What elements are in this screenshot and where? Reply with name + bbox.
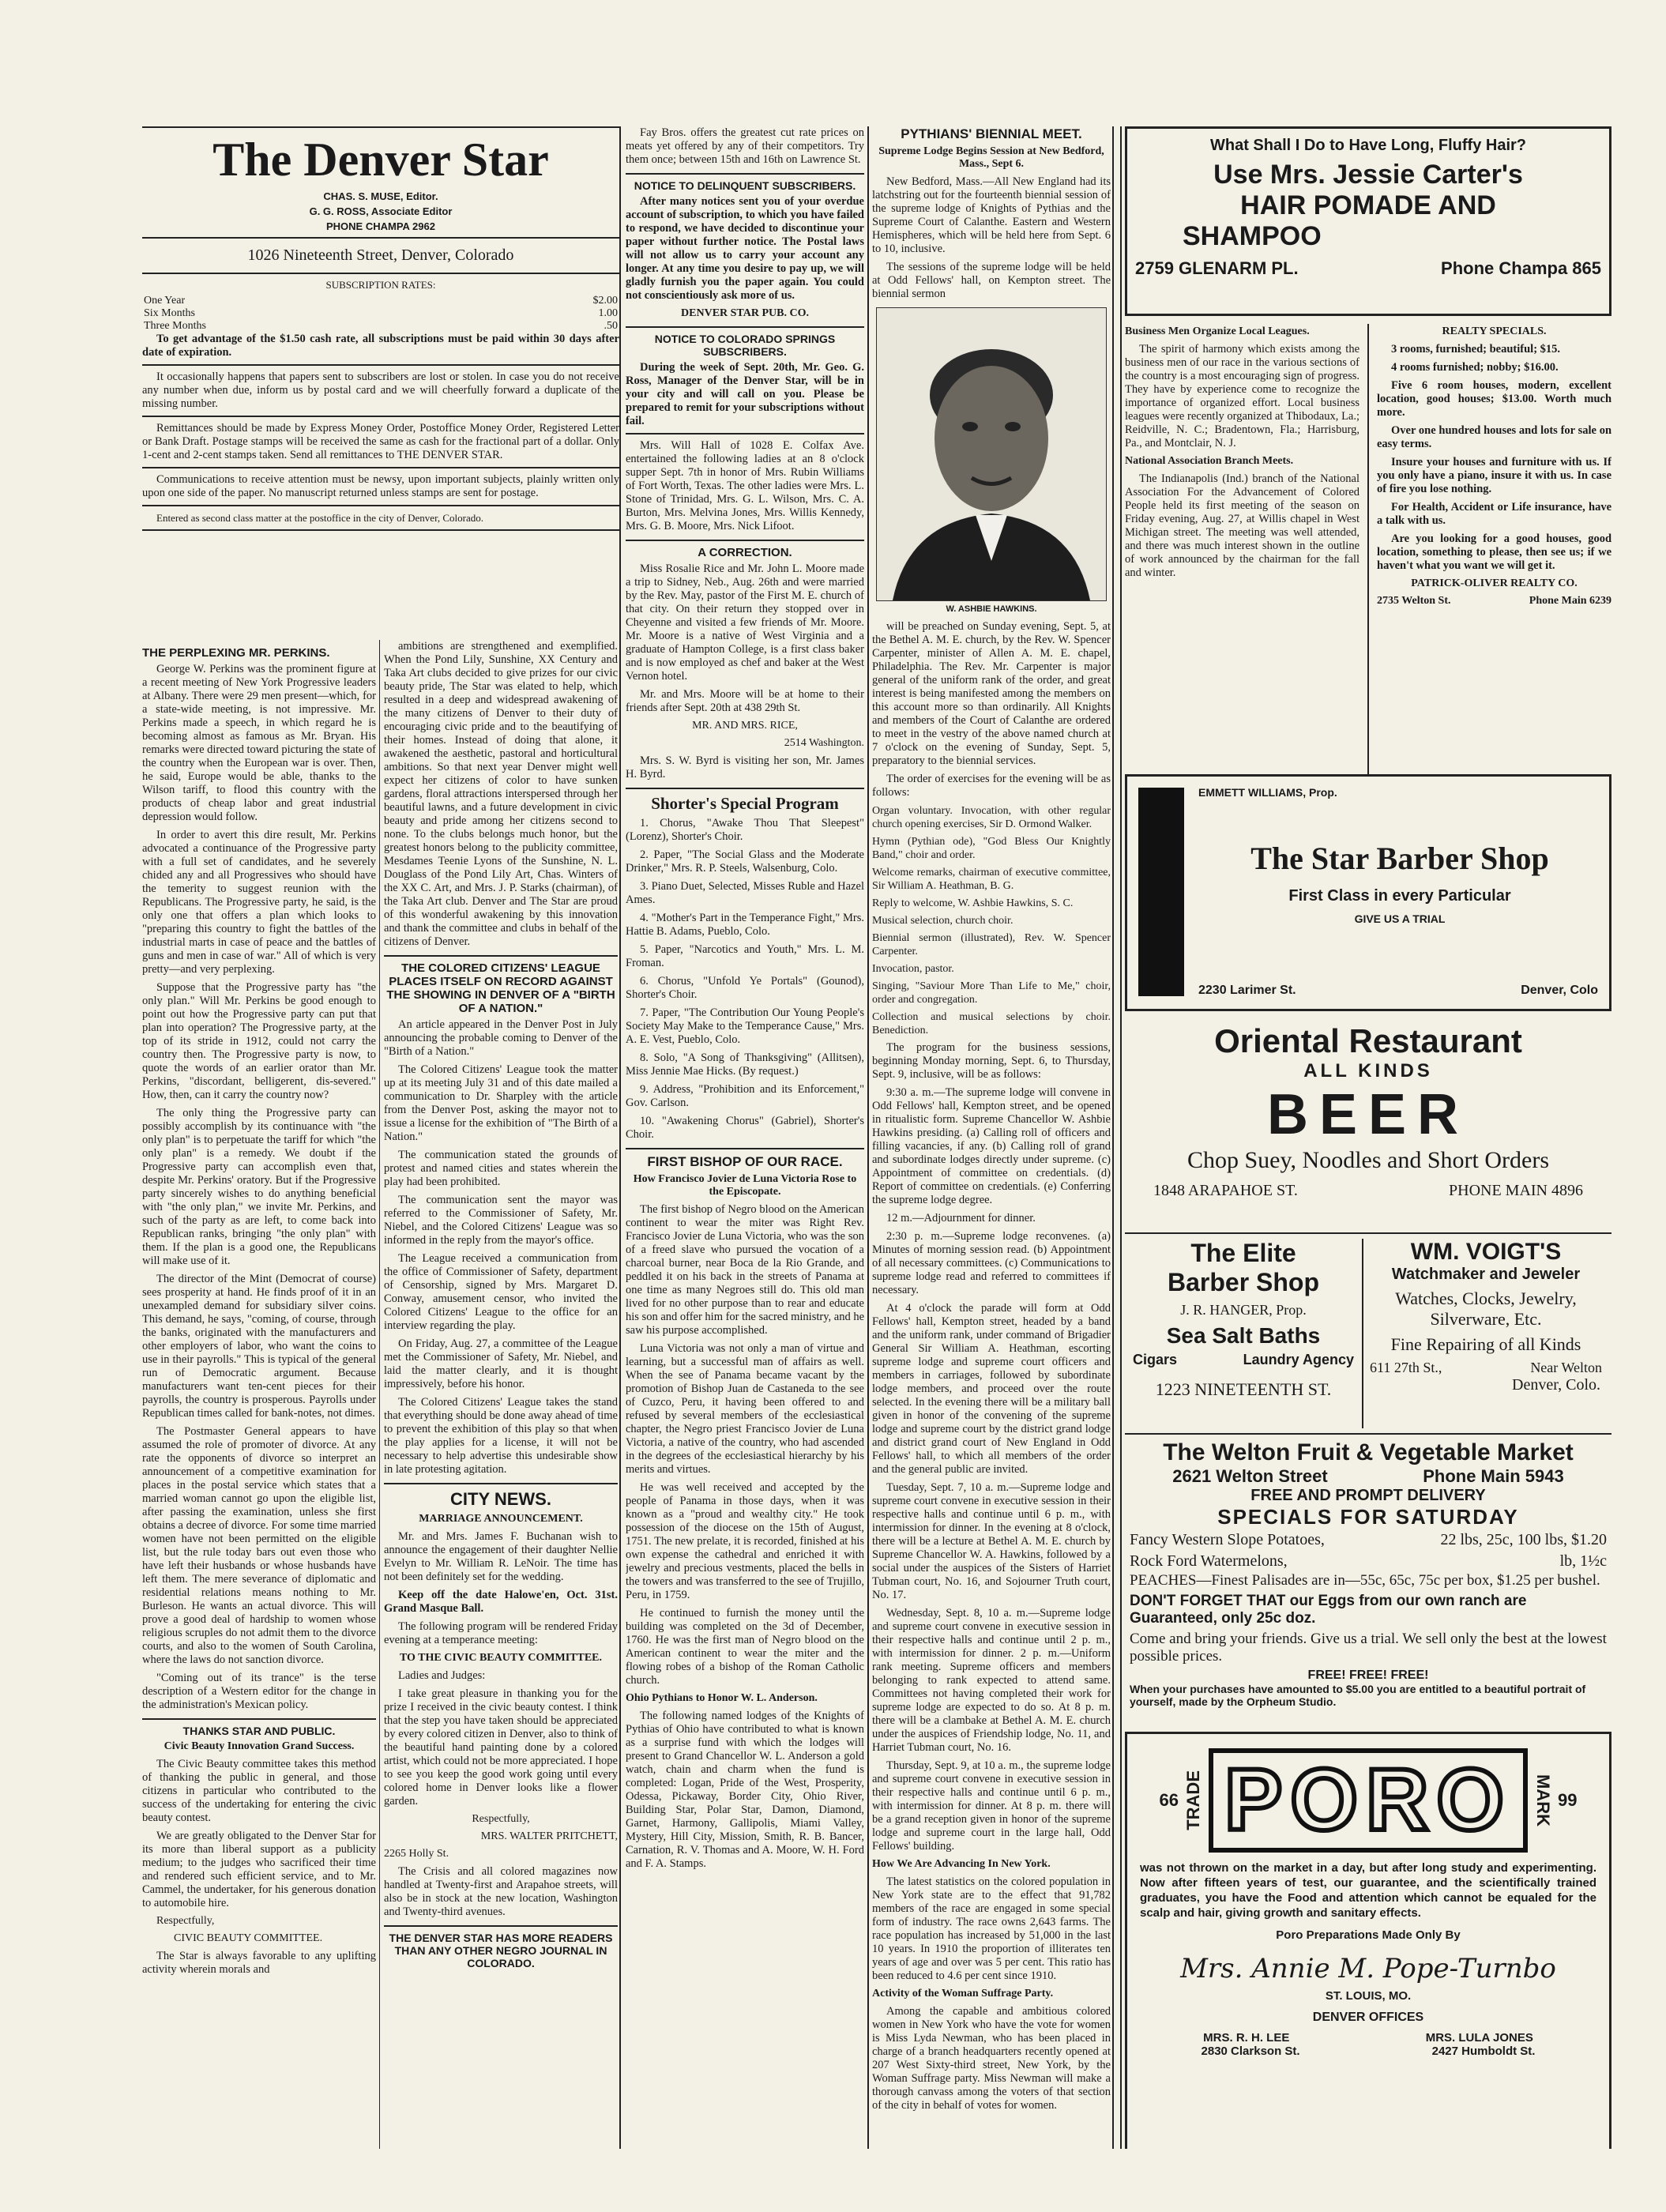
masthead-rule	[142, 364, 619, 366]
nab-subhead: National Association Branch Meets.	[1125, 455, 1294, 467]
carter-question: What Shall I Do to Have Long, Fluffy Hair?	[1209, 137, 1526, 154]
column-1	[142, 640, 376, 2149]
column-3	[626, 126, 864, 2149]
column-rule	[619, 126, 621, 2149]
marriage-subhead: MARRIAGE ANNOUNCEMENT.	[419, 1513, 583, 1525]
realty-line: Five 6 room houses, modern, excellent location, good houses; $13.00. Worth much more.	[1377, 379, 1611, 419]
exercise-item: Reply to welcome, W. Ashbie Hawkins, S. C.	[872, 897, 1074, 909]
barber-city: Denver, Colo	[1521, 984, 1598, 997]
signature: Respectfully,	[156, 1915, 215, 1927]
oriental-phone: PHONE MAIN 4896	[1449, 1182, 1583, 1199]
price-value: lb, 1½c	[1559, 1552, 1607, 1570]
article-paragraph: George W. Perkins was the prominent figure at a recent meeting of New York Progressive leaders at Albany. There were 29 men present—which, for a state-wide meeting, is not impressive. Mr. Perkins made a speech, in which regard he is becoming almost as famous as Mr. Bryan. His remarks were directed toward picturing the state of the country when the European war is over. Then, he said, Europe would be able, thanks to the Wilson tariff, to flood this country with the products of cheap labor and great industrial depression would follow.	[142, 663, 376, 823]
paper-title: The Denver Star	[212, 134, 549, 186]
masthead-rule	[142, 467, 619, 468]
oriental-name: Oriental Restaurant	[1214, 1022, 1522, 1059]
delinquent-headline: NOTICE TO DELINQUENT SUBSCRIBERS.	[626, 173, 864, 192]
exercise-item: Collection and musical selections by choir. Benediction.	[872, 1011, 1111, 1036]
signature: Respectfully,	[472, 1813, 530, 1825]
signature: DENVER STAR PUB. CO.	[681, 307, 809, 319]
article-paragraph: Mr. and Mrs. Moore will be at home to their friends after Sept. 20th at 438 29th St.	[626, 688, 864, 714]
poro-text: was not thrown on the market in a day, but after long study and experimenting. Now after fifteen years of test, our guarantee, and the scientifically trained graduates, you have the Food and attention which cannot be equaled for the scalp and hair, giving growth and sanitary effects.	[1140, 1861, 1596, 1920]
rule	[626, 433, 864, 434]
program-item: 4. "Mother's Part in the Temperance Fight," Mrs. Hattie B. Adams, Pueblo, Colo.	[626, 912, 864, 938]
program-item: 7. Paper, "The Contribution Our Young People's Society May Make to the Temperance Cause," Mrs. A. E. Vest, Pueblo, Colo.	[626, 1006, 864, 1046]
barber-line: First Class in every Particular	[1288, 887, 1511, 905]
poro-city: ST. LOUIS, MO.	[1325, 1989, 1412, 2003]
exercise-item: Hymn (Pythian ode), "God Bless Our Knightly Band," choir and order.	[872, 836, 1111, 861]
welton-eggs: DON'T FORGET THAT our Eggs from our own ranch are Guaranteed, only 25c doz.	[1130, 1593, 1527, 1627]
league-headline: THE COLORED CITIZENS' LEAGUE PLACES ITSELF ON RECORD AGAINST THE SHOWING IN DENVER OF A "BIRTH OF A NATION."	[384, 955, 618, 1015]
barber-line: GIVE US A TRIAL	[1354, 912, 1446, 925]
voigt-line: Watchmaker and Jeweler	[1391, 1266, 1581, 1283]
article-paragraph: The communication stated the grounds of protest and named cities and states wherein the play had been prohibited.	[384, 1149, 618, 1188]
program-item: 1. Chorus, "Awake Thou That Sleepest" (Lorenz), Shorter's Choir.	[626, 817, 864, 843]
portrait-illustration	[877, 308, 1106, 600]
masthead-rule	[142, 529, 619, 531]
ohio-subhead: Ohio Pythians to Honor W. L. Anderson.	[626, 1692, 818, 1704]
realty-line: Over one hundred houses and lots for sale on easy terms.	[1377, 424, 1611, 450]
notice-communications: Communications to receive attention must be newsy, upon important subjects, plainly written only upon one side of the paper. No manuscript returned unless stamps are sent for postage.	[142, 473, 619, 499]
masthead	[142, 126, 619, 640]
realty-footer	[1377, 595, 1611, 608]
article-paragraph: The following program will be rendered Friday evening at a temperance meeting:	[384, 1620, 618, 1646]
article-paragraph: We are greatly obligated to the Denver Star for its more than liberal support as a publicity medium; to the judges who sacrificed their time and rendered such efficient service, and to Mr. Cammel, the undertaker, for his generous donation to automobile hire.	[142, 1830, 376, 1909]
elite-address: 1223 NINETEENTH ST.	[1155, 1379, 1332, 1399]
rate-price: 1.00	[598, 307, 618, 319]
masthead-rule	[142, 126, 619, 128]
article-paragraph: Wednesday, Sept. 8, 10 a. m.—Supreme lodge and supreme court convene in executive session in their respective halls and continue until 2 p. m., with intermission for dinner. 2 p. m.—Uniform rank meeting. Supreme officers and members belonging to rank expected to attend same. Committees not having completed their work for supreme lodge are expected to do so. At 8 p. m. there will be a clambake at Bethel A. M. E. church under the auspices of Friendship lodge, No. 11, and Harriet Tubman court, No. 16.	[872, 1607, 1111, 1754]
column-rule	[867, 126, 869, 2149]
elite-laundry: Laundry Agency	[1243, 1352, 1354, 1367]
bishop-headline: FIRST BISHOP OF OUR RACE.	[626, 1148, 864, 1170]
voigt-ad	[1363, 1239, 1608, 1428]
article-paragraph: The latest statistics on the colored population in New York state are to the effect that 91,782 members of the race are engaged in some special form of industry. The race owns 2,643 farms. The race population has increased by 51,000 in the last 10 years. In 1910 the proportion of illiterates ten years of age and over was 5 per cent. This ratio has been reduced to 4.6 per cent since 1910.	[872, 1875, 1111, 1982]
thanks-headline: THANKS STAR AND PUBLIC.	[142, 1718, 376, 1737]
article-paragraph: The first bishop of Negro blood on the American continent to wear the miter was Right Rev. Francisco Jovier de Luna Victoria, who was the son of a freed slave who pursued the vocation of a charcoal burner, near Boca de la Rio Grande, and peddled it on his back in the streets of Panama at one time as many Negroes still do. This old man lived for no other purpose than to rear and educate his son and offer him for the sacred ministry, and he saw his purpose accomplished.	[626, 1203, 864, 1337]
masthead-rule	[142, 237, 619, 239]
price-item: Rock Ford Watermelons,	[1130, 1552, 1288, 1570]
article-paragraph: The League received a communication from the office of Commissioner of Safety, department of Censorship, signed by Mrs. Margaret D. Conway, amusement censor, who invited the Colored Citizens' League to the office for an interview regarding the play.	[384, 1252, 618, 1332]
program-item: 2. Paper, "The Social Glass and the Moderate Drinker," Mrs. R. P. Steels, Walsenburg, Colo.	[626, 848, 864, 875]
article-paragraph: Mrs. S. W. Byrd is visiting her son, Mr. James H. Byrd.	[626, 754, 864, 781]
correction-headline: A CORRECTION.	[626, 540, 864, 559]
oriental-ad	[1125, 1011, 1611, 1228]
carter-phone: Phone Champa 865	[1441, 258, 1601, 278]
program-item: 9. Address, "Prohibition and its Enforcement," Gov. Carlson.	[626, 1083, 864, 1109]
barber-address: 2230 Larimer St.	[1198, 984, 1296, 997]
article-paragraph: Fay Bros. offers the greatest cut rate prices on meats yet offered by any of their competitors. Try them once; between 15th and 16th on Lawrence St.	[626, 126, 864, 166]
voigt-footer	[1363, 1355, 1608, 1376]
voigt-city: Denver, Colo.	[1512, 1376, 1600, 1394]
signature: MRS. WALTER PRITCHETT,	[480, 1830, 618, 1842]
poro-office-lee: MRS. R. H. LEE	[1203, 2031, 1290, 2045]
editor-line: CHAS. S. MUSE, Editor.	[323, 190, 438, 202]
program-item: 10. "Awakening Chorus" (Gabriel), Shorter's Choir.	[626, 1115, 864, 1141]
barber-name: The Star Barber Shop	[1250, 841, 1549, 876]
price-row	[1125, 1551, 1611, 1572]
article-paragraph: The order of exercises for the evening will be as follows:	[872, 773, 1111, 799]
rule	[1125, 1232, 1611, 1234]
article-paragraph: The director of the Mint (Democrat of course) sees prosperity at hand. He finds proof of it in an unexampled demand for subsidiary silver coins. This demand, he says, "coming, of course, through the banks, originated with the manufacturers and other employers of labor, who want the coins to use in their payrolls." This is typical of the general run of Democratic argument. Because manufacturers want ten-cent pieces for their payrolls, the country is prosperous. Payrolls under Republican times called for bank-notes, not dimes.	[142, 1273, 376, 1420]
price-item: Fancy Western Slope Potatoes,	[1130, 1531, 1325, 1548]
associate-line: G. G. ROSS, Associate Editor	[309, 205, 453, 217]
rule	[1125, 1433, 1611, 1435]
rate-label: One Year	[144, 295, 186, 307]
article-paragraph: The Star is always favorable to any uplifting activity wherein morals and	[142, 1950, 376, 1976]
article-paragraph: The communication sent the mayor was referred to the Commissioner of Safety, Mr. Niebel, and the Colored Citizens' League was so informed in the reply from the mayor's office.	[384, 1194, 618, 1247]
springs-headline: NOTICE TO COLORADO SPRINGS SUBSCRIBERS.	[626, 326, 864, 358]
newspaper-page	[142, 126, 1611, 2180]
program-item: 3. Piano Duet, Selected, Misses Ruble and Hazel Ames.	[626, 880, 864, 906]
poro-trade: TRADE	[1183, 1770, 1204, 1830]
column-rule	[1367, 324, 1369, 774]
carter-line: Use Mrs. Jessie Carter's	[1213, 160, 1523, 190]
masthead-rule	[142, 505, 619, 506]
poro-office-lee-address: 2830 Clarkson St.	[1201, 2045, 1300, 2058]
poro-office-addresses	[1135, 2045, 1601, 2058]
business-news	[1125, 324, 1360, 774]
realty-address: 2735 Welton St.	[1377, 595, 1451, 607]
realty-company: PATRICK-OLIVER REALTY CO.	[1411, 577, 1578, 589]
price-row	[1125, 1529, 1611, 1551]
address-line: 1026 Nineteenth Street, Denver, Colorado	[247, 246, 514, 264]
star-barber-ad	[1125, 774, 1611, 1011]
article-paragraph: Mrs. Will Hall of 1028 E. Colfax Ave. entertained the following ladies at an 8 o'clock supper Sept. 7th in honor of Mrs. Rubin Williams of Fort Worth, Texas. The other ladies were Mrs. L. Stone of Trinidad, Mrs. G. L. Wilson, Mrs. C. A. Burton, Mrs. Melvina Jones, Mrs. Willis Kennedy, Mrs. G. B. Moore, Mrs. Nick Lifoot.	[626, 439, 864, 532]
rate-row	[142, 320, 619, 333]
poro-office-jones: MRS. LULA JONES	[1425, 2031, 1533, 2045]
welton-contact	[1125, 1466, 1611, 1487]
elite-baths: Sea Salt Baths	[1166, 1323, 1321, 1348]
poro-logo	[1135, 1748, 1601, 1853]
signature: 2265 Holly St.	[384, 1848, 449, 1860]
oriental-address: 1848 ARAPAHOE ST.	[1153, 1182, 1298, 1199]
column-4	[872, 126, 1111, 2149]
bishop-subhead: How Francisco Jovier de Luna Victoria Rose to the Episcopate.	[633, 1173, 857, 1198]
signature: MR. AND MRS. RICE,	[692, 720, 798, 732]
article-paragraph: The Civic Beauty committee takes this method of thanking the public in general, and those citizens in particular who contributed to the success of the undertaking for entering the civic beauty contest.	[142, 1758, 376, 1824]
column-2	[384, 640, 618, 2149]
elite-services	[1125, 1349, 1362, 1371]
program-item: 6. Chorus, "Unfold Ye Portals" (Gounod), Shorter's Choir.	[626, 975, 864, 1001]
carter-line: SHAMPOO	[1183, 221, 1322, 251]
portrait-image	[876, 307, 1107, 601]
pythian-headline: PYTHIANS' BIENNIAL MEET.	[901, 126, 1082, 141]
column-5-ads	[1125, 126, 1611, 2149]
poro-office-names	[1135, 2031, 1601, 2045]
article-paragraph: The Crisis and all colored magazines now handled at Twenty-first and Arapahoe streets, will also be in stock at the new location, Washington and Twenty-third avenues.	[384, 1865, 618, 1918]
article-paragraph: Tuesday, Sept. 7, 10 a. m.—Supreme lodge and supreme court convene in executive session in their respective halls and continue until 6 p. m., with intermission for dinner. In the evening at 8 o'clock, there will be a lecture at Bethel A. M. E. church by Supreme Chancellor W. A. Hawkins, followed by a social under the auspices of the Sisters of Harriet Tubman court, No. 16, and Sojourner Truth court, No. 17.	[872, 1481, 1111, 1601]
barber-pole-block	[1138, 788, 1184, 996]
welton-come: Come and bring your friends. Give us a trial. We sell only the best at the lowest possible prices.	[1130, 1631, 1607, 1665]
article-paragraph: Luna Victoria was not only a man of virtue and learning, but a successful man of affairs as well. When the see of Panama became vacant by the promotion of Bishop Juan de Castaneda to the see of Cuzco, Peru, it having been offered to and refused by several members of the ecclesiastical chapter, the Negro priest Francisco Jovier de Luna Victoria, a native of the country, who had ascended in the degrees of the ecclesiastical hierarchy by his merits and virtues.	[626, 1342, 864, 1476]
article-paragraph: The program for the business sessions, beginning Monday morning, Sept. 6, to Thursday, Sept. 9, inclusive, will be as follows:	[872, 1041, 1111, 1081]
article-paragraph: An article appeared in the Denver Post in July announcing the probable coming to Denver of the "Birth of a Nation."	[384, 1018, 618, 1058]
rate-label: Three Months	[144, 320, 206, 332]
masthead-rule	[142, 416, 619, 417]
welton-peaches: PEACHES—Finest Palisades are in—55c, 65c, 75c per box, $1.25 per bushel.	[1130, 1572, 1600, 1589]
poro-offices: DENVER OFFICES	[1312, 2011, 1424, 2024]
poro-wordmark: PORO	[1209, 1748, 1528, 1853]
exercise-item: Invocation, pastor.	[872, 963, 954, 975]
article-paragraph: "Coming out of its trance" is the terse description of a Western editor for the change in the administration's Mexican policy.	[142, 1672, 376, 1711]
portrait-caption: W. ASHBIE HAWKINS.	[946, 604, 1037, 614]
voigt-line: Watches, Clocks, Jewelry, Silverware, Etc.	[1395, 1288, 1577, 1329]
exercise-item: Organ voluntary. Invocation, with other regular church opening exercises, Sir D. Ormond Walker.	[872, 805, 1111, 830]
civic-subhead: TO THE CIVIC BEAUTY COMMITTEE.	[399, 1652, 603, 1664]
article-paragraph: The only thing the Progressive party can possibly accomplish by its continuance with "the only plan" is to perpetuate the tariff for which "the only plan" is a remedy. We doubt if the Progressive party can accomplish even that, despite Mr. Perkins' oratory. But if the Progressive party sincerely wishes to do anything beneficial with "the only plan," we invite Mr. Perkins, and such of the party as are left, to come back into Republican ranks, bringing "the only plan" with them. If the plan is a good one, the Republicans will make use of it.	[142, 1107, 376, 1267]
article-paragraph: 12 m.—Adjournment for dinner.	[886, 1212, 1036, 1224]
welton-offer: When your purchases have amounted to $5.00 you are entitled to a beautiful portrait of yourself, made by the Orpheum Studio.	[1130, 1683, 1586, 1708]
article-paragraph: New Bedford, Mass.—All New England had its latchstring out for the fourteenth biennial session of the supreme lodge of Knights of Pythias and the Supreme Court of Calanthe. Eastern and Western Hemispheres, which will be held here from Sept. 6 to 10, inclusive.	[872, 175, 1111, 255]
realty-phone: Phone Main 6239	[1529, 595, 1611, 607]
rates-note: To get advantage of the $1.50 cash rate, all subscriptions must be paid within 30 days after date of expiration.	[142, 333, 619, 359]
oriental-beer: BEER	[1266, 1083, 1470, 1146]
poro-signature: Mrs. Annie M. Pope-Turnbo	[1180, 1953, 1556, 1984]
notice-remittances: Remittances should be made by Express Money Order, Postoffice Money Order, Registered Letter or Bank Draft. Postage stamps will be received the same as cash for the fractional part of a dollar. Only 1-cent and 2-cent stamps taken. Send all remittances to THE DENVER STAR.	[142, 422, 619, 461]
article-paragraph: Suppose that the Progressive party has "the only plan." Will Mr. Perkins be good enough to point out how the Progressive party can put that plan into operation? The Progressive party, at the top of its stride in 1912, could not carry the country then. The Progressive party is now, to quote the words of an earlier orator than Mr. Perkins, "discordant, belligerent, dis-severed." How, then, can it carry the country now?	[142, 981, 376, 1101]
elite-proprietor: J. R. HANGER, Prop.	[1180, 1302, 1307, 1318]
elite-voigt-ads	[1125, 1239, 1611, 1428]
realty-ad	[1377, 324, 1611, 774]
elite-ad	[1125, 1239, 1362, 1428]
welton-specials: SPECIALS FOR SATURDAY	[1217, 1505, 1519, 1529]
carter-ad	[1125, 126, 1611, 316]
voigt-near: Near Welton	[1530, 1360, 1602, 1375]
poro-number: 66	[1159, 1790, 1179, 1810]
article-paragraph: Keep off the date Halowe'en, Oct. 31st. Grand Masque Ball.	[384, 1589, 618, 1615]
poro-mark: MARK	[1532, 1774, 1553, 1826]
article-paragraph: At 4 o'clock the parade will form at Odd Fellows' hall, Kempton street, headed by a band and the uniform rank, under command of Brigadier General Sir William A. Heathman, escorting supreme lodge and supreme court officers and members in carriages, followed by subordinate lodge members, and proceed over the route selected. In the evening there will be a military ball given in honor of the convening of the supreme lodge and supreme court by the district grand lodge and district grand court of New England in Odd Fellows' hall, to which all members of the order and the general public are invited.	[872, 1302, 1111, 1476]
suffrage-subhead: Activity of the Woman Suffrage Party.	[872, 1988, 1054, 1999]
signature: 2514 Washington.	[784, 737, 864, 749]
poro-office-jones-address: 2427 Humboldt St.	[1431, 2045, 1536, 2058]
article-paragraph: He was well received and accepted by the people of Panama in those days, when it was known as a "proud and wealthy city." He took possession of the diocese on the 15th of August, 1751. The new prelate, it is recorded, finished at his own expense the cathedral and enriched it with jewelry and precious vestments, placed the bells in the towers and was transferred to the see of Trujillo, Peru, in 1759.	[626, 1481, 864, 1601]
poro-made-by: Poro Preparations Made Only By	[1276, 1928, 1461, 1942]
welton-delivery: FREE AND PROMPT DELIVERY	[1250, 1487, 1486, 1504]
article-paragraph: The Colored Citizens' League takes the stand that everything should be done away ahead of time to prevent the exhibition of this play so that when the play applies for a license, it will not be necessary to help advertise this undesirable show in late protesting agitation.	[384, 1396, 618, 1476]
article-paragraph: Mr. and Mrs. James F. Buchanan wish to announce the engagement of their daughter Nellie Evelyn to Mr. William R. LeNoir. The time has not been definitely set for the wedding.	[384, 1530, 618, 1583]
rate-row	[142, 295, 619, 307]
column-rule	[379, 640, 380, 2149]
article-paragraph: The Indianapolis (Ind.) branch of the National Association For the Advancement of Colored People held its first meeting of the season on Friday evening, Aug. 27, at Willis chapel in West Michigan street. The meeting was well attended, and there was much interest shown in the outline of work announced by the chairman for the fall and winter.	[1125, 472, 1360, 579]
rates-title: SUBSCRIPTION RATES:	[325, 279, 436, 291]
welton-address: 2621 Welton Street	[1172, 1466, 1328, 1486]
ny-subhead: How We Are Advancing In New York.	[872, 1858, 1051, 1870]
rate-row	[142, 307, 619, 320]
program-item: 5. Paper, "Narcotics and Youth," Mrs. L. M. Froman.	[626, 943, 864, 969]
poro-ad	[1125, 1732, 1611, 2149]
carter-line: HAIR POMADE AND	[1240, 190, 1496, 220]
carter-address: 2759 GLENARM PL.	[1135, 258, 1299, 278]
article-paragraph: During the week of Sept. 20th, Mr. Geo. G. Ross, Manager of the Denver Star, will be in your city and will call on you. Please be prepared to remit for your subscriptions without fail.	[626, 361, 864, 427]
realty-line: Are you looking for a good houses, good location, something to please, then see us; if we haven't what you want we will get it.	[1377, 532, 1611, 572]
signature: CIVIC BEAUTY COMMITTEE.	[174, 1932, 323, 1944]
voigt-line: Fine Repairing of all Kinds	[1390, 1334, 1581, 1354]
thanks-subhead: Civic Beauty Innovation Grand Success.	[164, 1740, 355, 1752]
article-paragraph: Thursday, Sept. 9, at 10 a. m., the supreme lodge and supreme court convene in executive session in their respective halls and continue until 6 p. m., with intermission for dinner. At 8 p. m. there will be a grand reception given in honor of the supreme lodge and supreme court in the large hall, Odd Fellows' building.	[872, 1759, 1111, 1853]
oriental-line: Chop Suey, Noodles and Short Orders	[1187, 1147, 1549, 1173]
elite-cigars: Cigars	[1133, 1352, 1178, 1367]
article-paragraph: Ladies and Judges:	[398, 1669, 486, 1682]
poro-number: 99	[1557, 1790, 1578, 1810]
league-subhead: Business Men Organize Local Leagues.	[1125, 325, 1310, 337]
welton-phone: Phone Main 5943	[1423, 1466, 1564, 1486]
article-paragraph: After many notices sent you of your overdue account of subscription, to which you have failed to respond, we have decided to discontinue your paper without further notice. The Postal laws will not allow us to carry your account any longer. At any time you desire to pay up, we will gladly furnish you the paper again. You could not conscientiously ask more of us.	[626, 195, 864, 302]
carter-footer	[1135, 258, 1601, 279]
article-paragraph: Among the capable and ambitious colored women in New York who have the vote for women is Miss Lyda Newman, who has been placed in charge of a branch headquarters recently opened at 207 West Sixty-third street, New York, by the Woman Suffrage party. Miss Newman will make a thorough canvass among the voters of that section of the city in behalf of votes for women.	[872, 2005, 1111, 2112]
welton-free: FREE! FREE! FREE!	[1307, 1668, 1429, 1682]
article-paragraph: ambitions are strengthened and exemplified. When the Pond Lily, Sunshine, XX Century and Taka Art clubs decided to give prizes for our civic beauty pride, The Star was elated to help, which resulted in a deep and widespread awakening of the many citizens of Denver to their duty of encouraging civic pride and to the beautifying of their homes. Instead of doing that alone, it awakened the aesthetic, pastoral and horticultural ambitions. So that next year Denver might well expect her citizens of color to have sunken gardens, floral attractions interspersed through her beautiful lawns, and a future development in civic beauty and pride among her citizens second to none. To the clubs belongs much honor, but the greatest honors belong to the publicity committee, Mesdames Teenie Lyons of the Sunshine, N. L. Douglass of the Pond Lily Art, Chas. Winters of the XX C. Art, and Mrs. J. P. Starks (chairman), of the Taka Art club. Denver and The Star are proud of this wonderful awakening by this innovation and thank the committee and clubs in behalf of the citizens of Denver.	[384, 640, 618, 948]
barber-proprietor: EMMETT WILLIAMS, Prop.	[1198, 786, 1337, 799]
price-value: 22 lbs, 25c, 100 lbs, $1.20	[1440, 1531, 1607, 1548]
realty-line: For Health, Accident or Life insurance, have a talk with us.	[1377, 501, 1611, 527]
welton-name: The Welton Fruit & Vegetable Market	[1163, 1439, 1574, 1465]
article-paragraph: I take great pleasure in thanking you for the prize I received in the civic beauty contest. I think that the step you have taken should be appreciated by every colored citizen in Denver, also to think of the beautiful hand painting done by a colored artist, which could not be more appreciated. I hope to see you keep the good work going until every colored home in Denver looks like a flower garden.	[384, 1687, 618, 1808]
article-paragraph: 9:30 a. m.—The supreme lodge will convene in Odd Fellows' hall, Kempton street, and be opened in ritualistic form. Supreme Chancellor W. Ashbie Hawkins presiding. (a) Calling roll of officers and filling vacancies, if any. (b) Calling roll of grand and subordinate lodges directly under supreme. (c) Appointment of committee on credentials. (d) Report of committee on credentials. (e) Conferring the supreme lodge degree.	[872, 1086, 1111, 1206]
article-paragraph: Miss Rosalie Rice and Mr. John L. Moore made a trip to Sidney, Neb., Aug. 26th and were married by the Rev. May, pastor of the First M. E. church of that city. On their return they stopped over in Cheyenne and visited a few friends of Mr. Moore. Mr. Moore is a native of West Virginia and a graduate of Hampton College, is a first class baker and is now employed as chef and baker at the West Vernon hotel.	[626, 562, 864, 683]
article-paragraph: In order to avert this dire result, Mr. Perkins advocated a continuance of the Progressive party with a full set of candidates, and he severely chided any and all Progressives who should have the temerity to suggest reunion with the Republicans. The Progressive party, he said, is the only one that offers a plan which looks to "preparing this country to fight the battles of the industrial marts in case of peace and the battles of guns and men in case of war." All of which is very pretty—and very perplexing.	[142, 829, 376, 976]
welton-ad	[1125, 1439, 1611, 1724]
oriental-footer	[1125, 1174, 1611, 1200]
realty-headline: REALTY SPECIALS.	[1442, 325, 1547, 337]
article-paragraph: The Postmaster General appears to have assumed the role of promoter of divorce. At any rate the opponents of divorce so interpret an announcement of a competitive examination for places in the postal service which states that a married woman cannot go upon the eligible list, after passing the examination, unless she first obtains a decree of divorce. For some time married women have not been permitted on the eligible list, but the rule today bars out even those who have left their husbands or whose husbands have left them. The mere severance of diplomatic and residential relations means nothing to Mr. Burleson. He wants an actual divorce. This will prove a good deal of hardship to women whose religious scruples do not admit them to the divorce courts, and also to the women of South Carolina, where the laws do not sanction divorce.	[142, 1425, 376, 1666]
column-rule	[1120, 126, 1122, 2149]
voigt-name: WM. VOIGT'S	[1410, 1239, 1562, 1265]
elite-line: The Elite	[1190, 1239, 1296, 1267]
article-paragraph: The spirit of harmony which exists among the business men of our race in the various sections of the country is a most encouraging sign of progress. They have by experience come to recognize the importance of organized effort. Local business leagues were recently organized at Thibodaux, La.; Reidville, N. C.; Bradentown, Fla.; Harrisburg, Pa., and Montclair, N. J.	[1125, 343, 1360, 450]
readers-headline: THE DENVER STAR HAS MORE READERS THAN ANY OTHER NEGRO JOURNAL IN COLORADO.	[384, 1925, 618, 1969]
perkins-headline: THE PERPLEXING MR. PERKINS.	[142, 646, 330, 660]
pythian-subhead: Supreme Lodge Begins Session at New Bedford, Mass., Sept 6.	[878, 145, 1104, 170]
rate-label: Six Months	[144, 307, 195, 319]
article-paragraph: The following named lodges of the Knights of Pythias of Ohio have contributed to what is known as a surprise fund with which the lodges will present to Grand Chancellor W. L. Anderson a gold watch, chain and charm when the fund is completed: Logan, Pride of the West, Prosperity, Odessa, Pickaway, Border City, Ohio River, Building Star, Polar Star, Damon, Diamond, Garnet, Harmony, Gallipolis, Miami Valley, Mystery, Hill City, Mission, Smith, R. B. Bancer, Carnation, R. V. Thomas and A. Moore, W. H. Ford and F. A. Stamps.	[626, 1710, 864, 1870]
rate-price: .50	[604, 320, 618, 332]
notice-lost-papers: It occasionally happens that papers sent to subscribers are lost or stolen. In case you do not receive any number when due, inform us by postal card and we will cheerfully forward a duplicate of the missing number.	[142, 371, 619, 410]
program-item: 8. Solo, "A Song of Thanksgiving" (Allitsen), Miss Jennie Mae Hicks. (By request.)	[626, 1051, 864, 1078]
masthead-rule	[142, 273, 619, 274]
phone-line: PHONE CHAMPA 2962	[326, 220, 435, 232]
article-paragraph: will be preached on Sunday evening, Sept. 5, at the Bethel A. M. E. church, by the Rev. W. Spencer Carpenter, minister of Allen A. M. E. chapel, Philadelphia. The Rev. Mr. Carpenter is major general of the uniform rank of the order, and great interest is being manifested among the members on this account more so than ordinarily. All Knights and members of the Court of Calanthe are ordered to meet in the vestry of the above named church at 7 o'clock on the evening of Sunday, Sept. 5, preparatory to the biennial services.	[872, 620, 1111, 767]
realty-line: 4 rooms furnished; nobby; $16.00.	[1391, 361, 1559, 374]
article-paragraph: On Friday, Aug. 27, a committee of the League met the Commissioner of Safety, Mr. Niebel, and laid the matter clearly, and it is thought impressively, before his honor.	[384, 1337, 618, 1390]
article-paragraph: The Colored Citizens' League took the matter up at its meeting July 31 and of this date mailed a communication to Dr. Sharpley with the article from the Denver Post, asking the mayor not to issue a license for the exhibition of "The Birth of a Nation."	[384, 1063, 618, 1143]
rate-price: $2.00	[592, 295, 618, 307]
news-and-realty	[1125, 324, 1611, 774]
realty-line: Insure your houses and furniture with us. If you only have a piano, insure it with us. In case of fire you lose nothing.	[1377, 456, 1611, 495]
article-paragraph: He continued to furnish the money until the building was completed on the 3d of December, 1760. He was the first man of Negro blood on the American continent to wear the miter and the flowing robes of a bishop of the Roman Catholic church.	[626, 1607, 864, 1687]
city-news-headline: CITY NEWS.	[384, 1483, 618, 1510]
voigt-address: 611 27th St.,	[1370, 1360, 1442, 1375]
welton-price-table	[1125, 1529, 1611, 1572]
oriental-kinds: ALL KINDS	[1303, 1060, 1433, 1082]
exercise-item: Singing, "Saviour More Than Life to Me," choir, order and congregation.	[872, 980, 1111, 1006]
realty-line: 3 rooms, furnished; beautiful; $15.	[1391, 343, 1561, 356]
rates-table	[142, 295, 619, 333]
exercise-item: Welcome remarks, chairman of executive committee, Sir William A. Heathman, B. G.	[872, 867, 1111, 892]
article-paragraph: The sessions of the supreme lodge will be held at Odd Fellows' hall, on Kempton street. The biennial sermon	[872, 261, 1111, 300]
column-rule	[1112, 126, 1114, 2149]
elite-line: Barber Shop	[1167, 1268, 1320, 1296]
article-paragraph: 2:30 p. m.—Supreme lodge reconvenes. (a) Minutes of morning session read. (b) Appointment of all necessary committees. (c) Communications to supreme lodge read and referred to committees if necessary.	[872, 1230, 1111, 1296]
exercise-item: Musical selection, church choir.	[872, 915, 1014, 927]
shorter-headline: Shorter's Special Program	[626, 788, 864, 814]
exercise-item: Biennial sermon (illustrated), Rev. W. Spencer Carpenter.	[872, 932, 1111, 957]
entered-notice: Entered as second class matter at the postoffice in the city of Denver, Colorado.	[156, 512, 484, 524]
